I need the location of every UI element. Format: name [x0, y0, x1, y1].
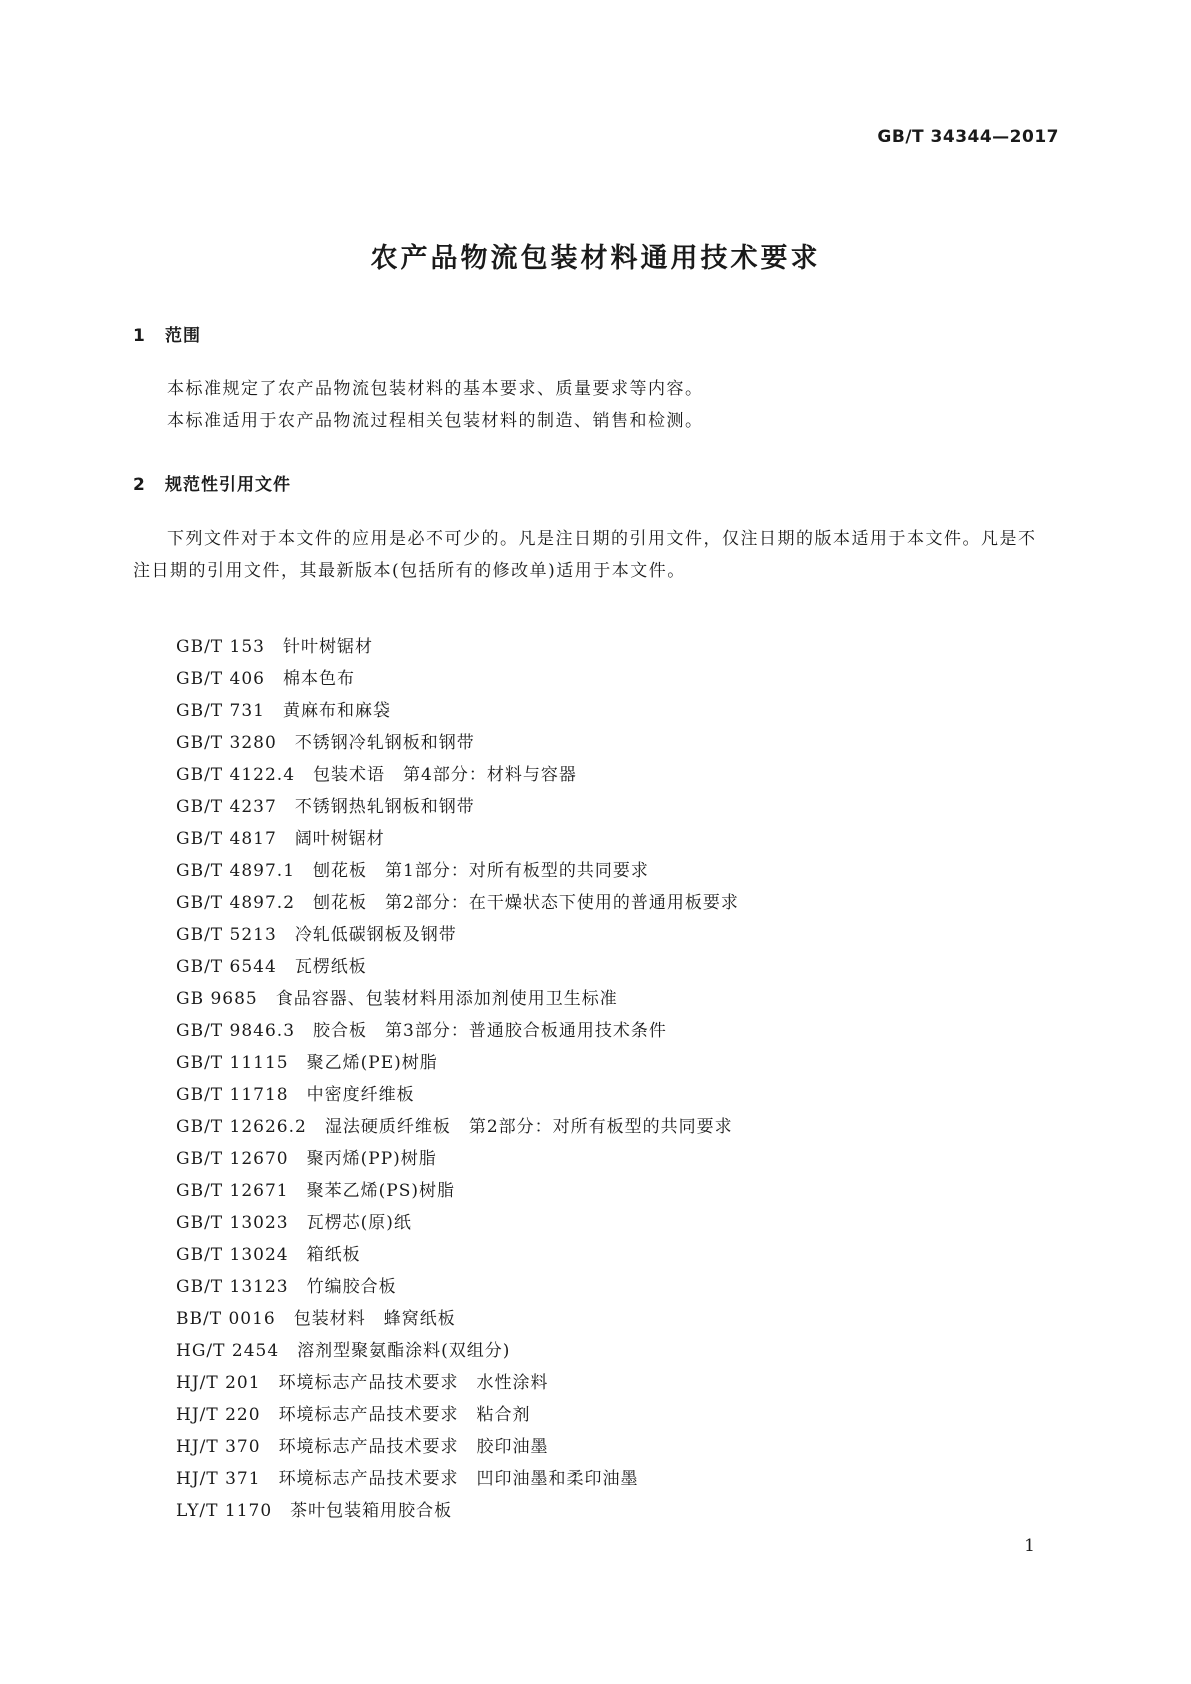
- reference-code: GB/T 13123: [176, 1277, 289, 1297]
- reference-item: [176, 631, 739, 663]
- reference-title: 环境标志产品技术要求 胶印油墨: [278, 1437, 549, 1457]
- page-number: 1: [1024, 1536, 1035, 1556]
- reference-title: 瓦楞芯(原)纸: [306, 1213, 412, 1233]
- reference-item: [176, 695, 739, 727]
- standard-code: GB/T 34344—2017: [877, 127, 1059, 147]
- reference-code: GB/T 4817: [176, 829, 277, 849]
- reference-title: 溶剂型聚氨酯涂料(双组分): [297, 1341, 511, 1361]
- reference-code: HJ/T 220: [176, 1405, 261, 1425]
- scope-paragraph-2: 本标准适用于农产品物流过程相关包装材料的制造、销售和检测。: [167, 411, 704, 431]
- reference-item: [176, 919, 739, 951]
- reference-code: GB/T 13023: [176, 1213, 289, 1233]
- reference-item: [176, 1367, 739, 1399]
- reference-item: [176, 791, 739, 823]
- scope-paragraph-1: 本标准规定了农产品物流包装材料的基本要求、质量要求等内容。: [167, 379, 704, 399]
- reference-item: [176, 983, 739, 1015]
- section-number: 1: [133, 326, 146, 346]
- section-1-heading: [133, 321, 201, 346]
- reference-item: [176, 727, 739, 759]
- reference-code: GB/T 12626.2: [176, 1117, 307, 1137]
- reference-item: [176, 759, 739, 791]
- reference-code: GB/T 13024: [176, 1245, 289, 1265]
- reference-code: BB/T 0016: [176, 1309, 276, 1329]
- reference-title: 环境标志产品技术要求 粘合剂: [278, 1405, 531, 1425]
- reference-item: [176, 1495, 739, 1527]
- reference-code: GB/T 5213: [176, 925, 277, 945]
- reference-item: [176, 1207, 739, 1239]
- reference-item: [176, 1271, 739, 1303]
- reference-title: 不锈钢热轧钢板和钢带: [294, 797, 475, 817]
- reference-item: [176, 1239, 739, 1271]
- reference-code: GB/T 6544: [176, 957, 277, 977]
- reference-title: 刨花板 第1部分：对所有板型的共同要求: [313, 861, 649, 881]
- reference-code: GB/T 4897.1: [176, 861, 296, 881]
- reference-title: 胶合板 第3部分：普通胶合板通用技术条件: [313, 1021, 667, 1041]
- reference-title: 刨花板 第2部分：在干燥状态下使用的普通用板要求: [313, 893, 739, 913]
- section-title: 范围: [165, 326, 201, 346]
- reference-code: GB/T 11718: [176, 1085, 289, 1105]
- reference-title: 不锈钢冷轧钢板和钢带: [294, 733, 475, 753]
- reference-title: 针叶树锯材: [283, 637, 373, 657]
- reference-title: 聚苯乙烯(PS)树脂: [306, 1181, 455, 1201]
- reference-item: [176, 1399, 739, 1431]
- reference-title: 聚丙烯(PP)树脂: [306, 1149, 437, 1169]
- reference-code: HG/T 2454: [176, 1341, 280, 1361]
- reference-title: 环境标志产品技术要求 凹印油墨和柔印油墨: [278, 1469, 639, 1489]
- section-2-heading: [133, 470, 291, 495]
- reference-item: [176, 1079, 739, 1111]
- reference-item: [176, 1431, 739, 1463]
- reference-code: GB 9685: [176, 989, 258, 1009]
- reference-item: [176, 1143, 739, 1175]
- reference-item: [176, 951, 739, 983]
- reference-title: 环境标志产品技术要求 水性涂料: [278, 1373, 549, 1393]
- reference-code: HJ/T 371: [176, 1469, 261, 1489]
- reference-item: [176, 1111, 739, 1143]
- normative-references-intro: 下列文件对于本文件的应用是必不可少的。凡是注日期的引用文件，仅注日期的版本适用于本文件。凡是不注日期的引用文件，其最新版本(包括所有的修改单)适用于本文件。: [133, 529, 1037, 581]
- reference-code: LY/T 1170: [176, 1501, 273, 1521]
- reference-item: [176, 855, 739, 887]
- document-title: 农产品物流包装材料通用技术要求: [370, 243, 821, 274]
- reference-code: GB/T 12670: [176, 1149, 289, 1169]
- reference-title: 冷轧低碳钢板及钢带: [294, 925, 457, 945]
- reference-title: 阔叶树锯材: [294, 829, 385, 849]
- section-number: 2: [133, 475, 146, 495]
- reference-item: [176, 663, 739, 695]
- reference-code: HJ/T 370: [176, 1437, 261, 1457]
- reference-title: 包装术语 第4部分：材料与容器: [313, 765, 577, 785]
- reference-title: 竹编胶合板: [306, 1277, 397, 1297]
- reference-code: GB/T 153: [176, 637, 265, 657]
- reference-title: 聚乙烯(PE)树脂: [306, 1053, 438, 1073]
- reference-title: 黄麻布和麻袋: [283, 701, 391, 721]
- reference-code: GB/T 406: [176, 669, 265, 689]
- reference-item: [176, 1047, 739, 1079]
- reference-title: 包装材料 蜂窝纸板: [293, 1309, 456, 1329]
- reference-item: [176, 887, 739, 919]
- reference-item: [176, 823, 739, 855]
- reference-code: GB/T 4237: [176, 797, 277, 817]
- reference-code: GB/T 9846.3: [176, 1021, 296, 1041]
- reference-code: GB/T 3280: [176, 733, 277, 753]
- reference-code: GB/T 731: [176, 701, 265, 721]
- reference-title: 箱纸板: [306, 1245, 361, 1265]
- reference-item: [176, 1175, 739, 1207]
- reference-item: [176, 1303, 739, 1335]
- reference-code: GB/T 4122.4: [176, 765, 296, 785]
- reference-code: HJ/T 201: [176, 1373, 261, 1393]
- section-title: 规范性引用文件: [165, 475, 291, 495]
- reference-code: GB/T 11115: [176, 1053, 289, 1073]
- reference-title: 棉本色布: [283, 669, 355, 689]
- reference-item: [176, 1015, 739, 1047]
- reference-code: GB/T 12671: [176, 1181, 289, 1201]
- reference-code: GB/T 4897.2: [176, 893, 296, 913]
- reference-item: [176, 1463, 739, 1495]
- reference-title: 茶叶包装箱用胶合板: [290, 1501, 453, 1521]
- reference-title: 湿法硬质纤维板 第2部分：对所有板型的共同要求: [324, 1117, 733, 1137]
- reference-title: 食品容器、包装材料用添加剂使用卫生标准: [275, 989, 618, 1009]
- reference-list: [176, 631, 739, 1527]
- reference-item: [176, 1335, 739, 1367]
- reference-title: 中密度纤维板: [306, 1085, 415, 1105]
- reference-title: 瓦楞纸板: [294, 957, 367, 977]
